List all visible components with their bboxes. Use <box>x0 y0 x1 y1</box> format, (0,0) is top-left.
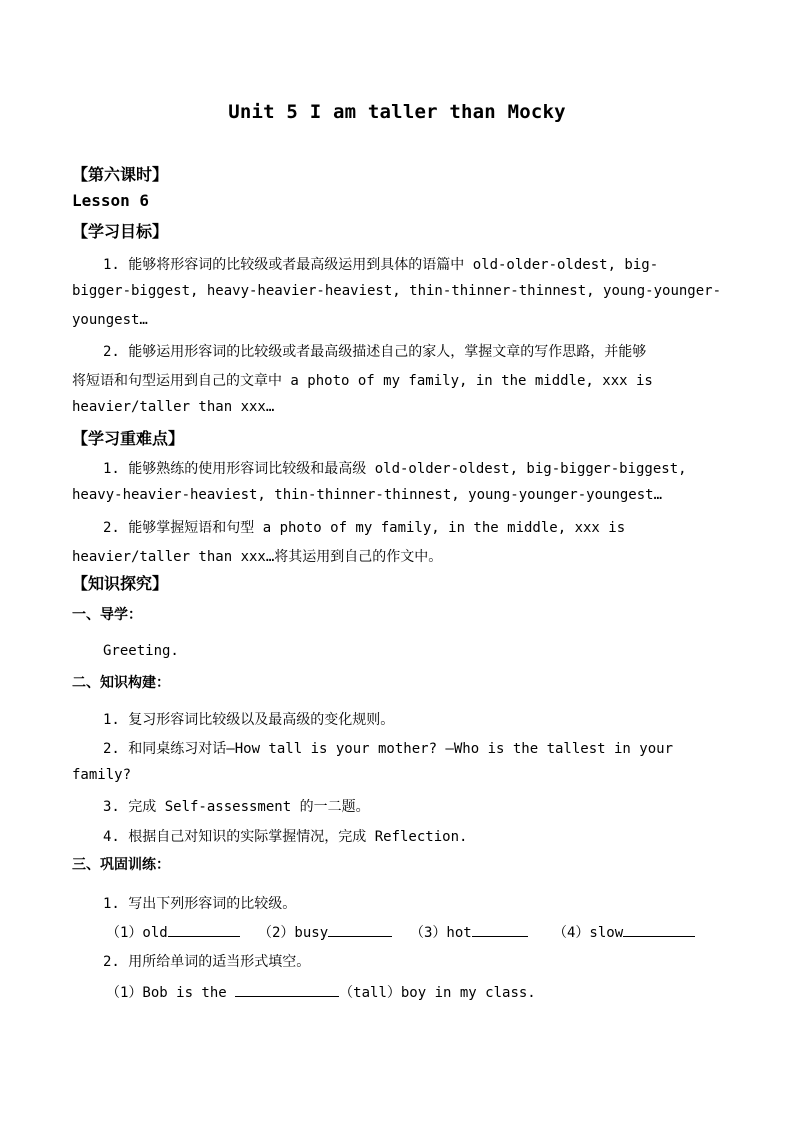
objective-1-line-2: bigger-biggest, heavy-heavier-heaviest, thin-thinner-thinnest, young-younger- <box>72 283 722 299</box>
answer-blank[interactable] <box>472 922 528 937</box>
key-point-2-line-2: heavier/taller than xxx…将其运用到自己的作文中。 <box>72 549 443 565</box>
exercise-1-item-2 <box>258 922 392 942</box>
answer-blank[interactable] <box>235 982 339 997</box>
objective-1-line-3: youngest… <box>72 312 148 328</box>
period-heading: 【第六课时】 <box>72 165 169 184</box>
explore-heading: 【知识探究】 <box>72 574 169 593</box>
exercise-1-item-3 <box>410 922 528 942</box>
exercise-1-item-2-label: （2）busy <box>258 925 329 941</box>
exercise-2-item-1-before: （1）Bob is the <box>106 985 236 1001</box>
exercise-1-item-1 <box>106 922 240 942</box>
key-points-heading: 【学习重难点】 <box>72 429 185 448</box>
answer-blank[interactable] <box>623 922 695 937</box>
objective-1-line-1: 1. 能够将形容词的比较级或者最高级运用到具体的语篇中 old-older-oldest, big- <box>103 257 659 273</box>
objective-2-line-1: 2. 能够运用形容词的比较级或者最高级描述自己的家人，掌握文章的写作思路，并能够 <box>103 344 647 360</box>
answer-blank[interactable] <box>168 922 240 937</box>
section-2-item-2-line-1: 2. 和同桌练习对话—How tall is your mother? —Who is the tallest in your <box>103 741 674 757</box>
key-point-1-line-1: 1. 能够熟练的使用形容词比较级和最高级 old-older-oldest, big-bigger-biggest, <box>103 461 687 477</box>
section-3-heading: 三、巩固训练： <box>72 857 170 873</box>
section-2-item-2-line-2: family? <box>72 767 132 783</box>
exercise-2-item-1 <box>106 982 536 1002</box>
key-point-1-line-2: heavy-heavier-heaviest, thin-thinner-thinnest, young-younger-youngest… <box>72 487 663 503</box>
exercise-1-item-3-label: （3）hot <box>410 925 472 941</box>
exercise-1-prompt: 1. 写出下列形容词的比较级。 <box>103 896 297 912</box>
section-2-item-1: 1. 复习形容词比较级以及最高级的变化规则。 <box>103 712 395 728</box>
exercise-2-prompt: 2. 用所给单词的适当形式填空。 <box>103 954 311 970</box>
section-2-item-4: 4. 根据自己对知识的实际掌握情况，完成 Reflection. <box>103 829 468 845</box>
section-2-heading: 二、知识构建： <box>72 675 170 691</box>
objective-2-line-2: 将短语和句型运用到自己的文章中 a photo of my family, in the middle, xxx is <box>72 373 653 389</box>
section-2-item-3: 3. 完成 Self-assessment 的一二题。 <box>103 799 370 815</box>
exercise-2-item-1-after: （tall）boy in my class. <box>339 985 536 1001</box>
exercise-1-item-1-label: （1）old <box>106 925 168 941</box>
lesson-label: Lesson 6 <box>72 191 150 210</box>
key-point-2-line-1: 2. 能够掌握短语和句型 a photo of my family, in the middle, xxx is <box>103 520 626 536</box>
objectives-heading: 【学习目标】 <box>72 222 169 241</box>
exercise-1-item-4-label: （4）slow <box>553 925 624 941</box>
section-1-text: Greeting. <box>103 643 179 659</box>
page-title: Unit 5 I am taller than Mocky <box>228 101 566 123</box>
exercise-1-item-4 <box>553 922 695 942</box>
answer-blank[interactable] <box>328 922 392 937</box>
objective-2-line-3: heavier/taller than xxx… <box>72 399 275 415</box>
section-1-heading: 一、导学： <box>72 607 142 623</box>
